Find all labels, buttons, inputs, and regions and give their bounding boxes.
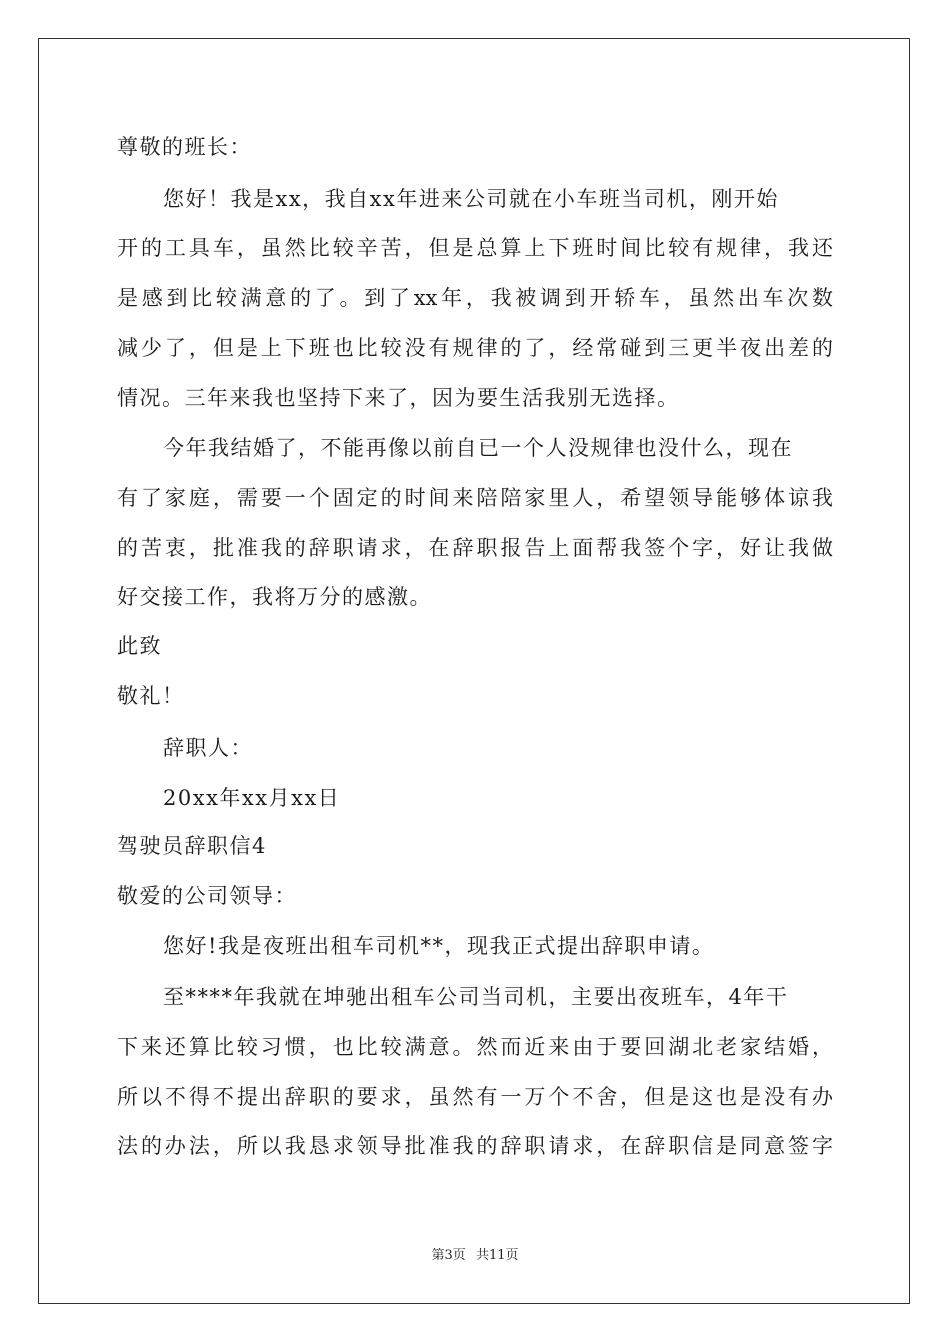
salutation: 敬爱的公司领导： — [117, 884, 297, 908]
paragraph-line: 好交接工作，我将万分的感激。 — [117, 585, 432, 609]
paragraph-line: 有了家庭，需要一个固定的时间来陪陪家里人，希望领导能够体谅我 — [117, 486, 833, 510]
paragraph-line: 是感到比较满意的了。到了xx年，我被调到开轿车，虽然出车次数 — [117, 286, 833, 310]
paragraph-line: 下来还算比较习惯，也比较满意。然而近来由于要回湖北老家结婚， — [117, 1035, 833, 1059]
closing-line: 敬礼！ — [117, 684, 185, 708]
paragraph-line: 情况。三年来我也坚持下来了，因为要生活我别无选择。 — [117, 386, 680, 410]
salutation: 尊敬的班长： — [117, 135, 252, 159]
paragraph-line: 减少了，但是上下班也比较没有规律的了，经常碰到三更半夜出差的 — [117, 336, 833, 360]
paragraph-line: 开的工具车，虽然比较辛苦，但是总算上下班时间比较有规律，我还 — [117, 236, 833, 260]
paragraph-line: 至****年我就在坤驰出租车公司当司机，主要出夜班车，4年干 — [163, 985, 789, 1009]
page-total: 共11页 — [475, 1248, 519, 1263]
paragraph-line: 的苦衷，批准我的辞职请求，在辞职报告上面帮我签个字，好让我做 — [117, 536, 833, 560]
paragraph-line: 今年我结婚了，不能再像以前自已一个人没规律也没什么，现在 — [163, 436, 793, 460]
paragraph-line: 所以不得不提出辞职的要求，虽然有一万个不舍，但是这也是没有办 — [117, 1085, 833, 1109]
section-title: 驾驶员辞职信4 — [117, 834, 267, 858]
closing-line: 此致 — [117, 634, 162, 658]
date-line: 20xx年xx月xx日 — [163, 786, 341, 810]
page-number: 第3页 — [431, 1248, 466, 1263]
paragraph-line: 您好！我是xx，我自xx年进来公司就在小车班当司机，刚开始 — [163, 187, 779, 211]
paragraph-line: 您好!我是夜班出租车司机**，现我正式提出辞职申请。 — [163, 934, 715, 958]
page-footer — [0, 1248, 950, 1264]
page-border — [38, 38, 910, 1304]
signature-label: 辞职人： — [163, 736, 253, 760]
paragraph-line: 法的办法，所以我恳求领导批准我的辞职请求，在辞职信是同意签字 — [117, 1134, 833, 1158]
